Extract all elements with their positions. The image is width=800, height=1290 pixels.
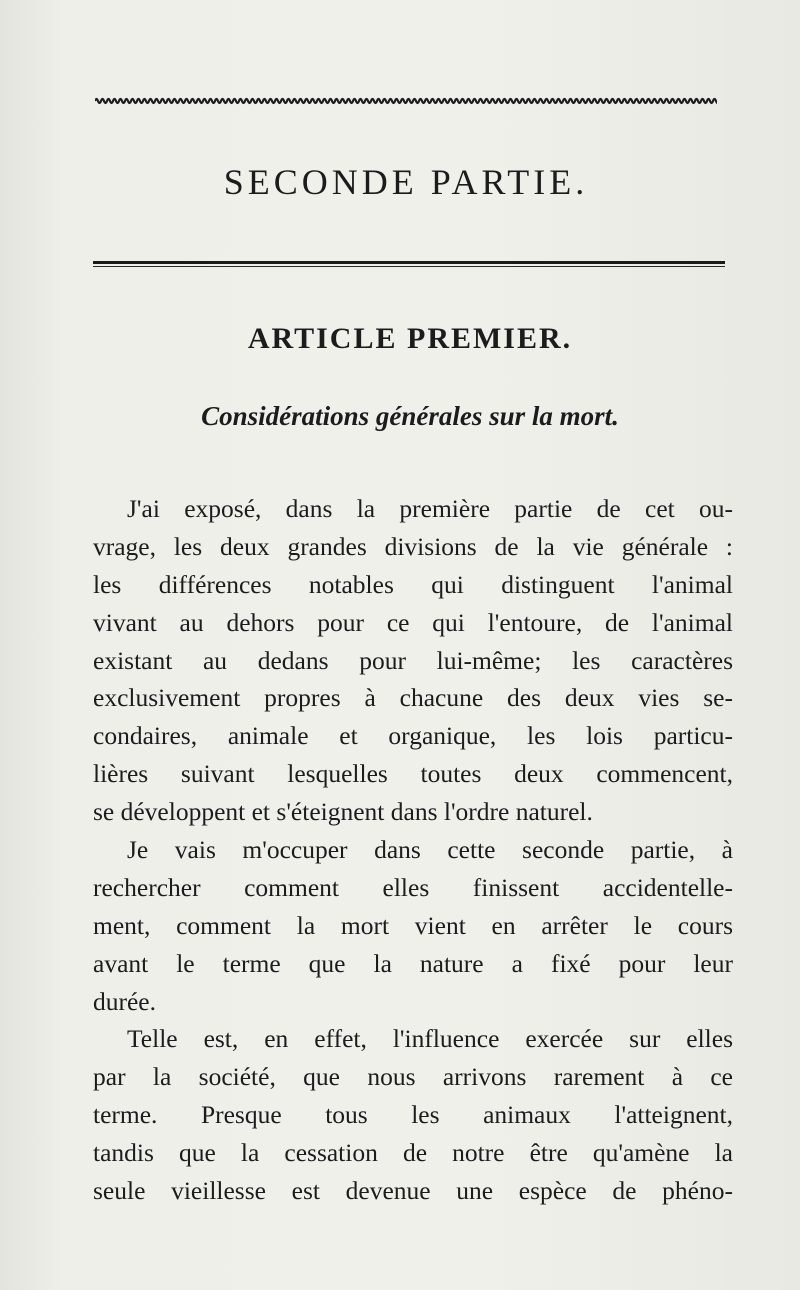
section-rule-thin <box>93 266 725 267</box>
text-line: se développent et s'éteignent dans l'ordre naturel. <box>93 797 593 827</box>
body-text <box>93 490 733 1210</box>
article-title: ARTICLE PREMIER. <box>247 322 573 355</box>
section-rule-thick <box>93 261 725 264</box>
text-line: rechercher comment elles finissent accidentelle- <box>93 872 733 902</box>
text-line: existant au dedans pour lui-même; les caractères <box>93 645 733 675</box>
text-line: J'ai exposé, dans la première partie de cet ou- <box>127 494 733 523</box>
text-line: seule vieillesse est devenue une espèce de phéno- <box>93 1176 733 1206</box>
text-line: tandis que la cessation de notre être qu'amène la <box>93 1138 733 1168</box>
text-line: exclusivement propres à chacune des deux vies se- <box>93 683 733 713</box>
text-line: Je vais m'occuper dans cette seconde partie, à <box>127 835 733 865</box>
text-line: vivant au dehors pour ce qui l'entoure, de l'animal <box>93 607 733 637</box>
text-line: durée. <box>93 986 157 1016</box>
text-line: vrage, les deux grandes divisions de la vie générale : <box>93 531 733 561</box>
text-line: les différences notables qui distinguent l'animal <box>93 569 733 599</box>
text-line: lières suivant lesquelles toutes deux commencent, <box>93 759 733 789</box>
article-subtitle: Considérations générales sur la mort. <box>201 401 619 431</box>
text-line: par la société, que nous arrivons rarement à ce <box>93 1062 733 1092</box>
ornamental-wavy-rule <box>95 96 717 106</box>
text-line: terme. Presque tous les animaux l'atteignent, <box>93 1100 733 1130</box>
text-line: Telle est, en effet, l'influence exercée sur elles <box>127 1024 733 1054</box>
text-line: avant le terme que la nature a fixé pour leur <box>93 948 733 978</box>
part-title: SECONDE PARTIE. <box>223 162 589 202</box>
text-line: condaires, animale et organique, les lois particu- <box>93 721 733 751</box>
text-line: ment, comment la mort vient en arrêter le cours <box>93 910 733 940</box>
